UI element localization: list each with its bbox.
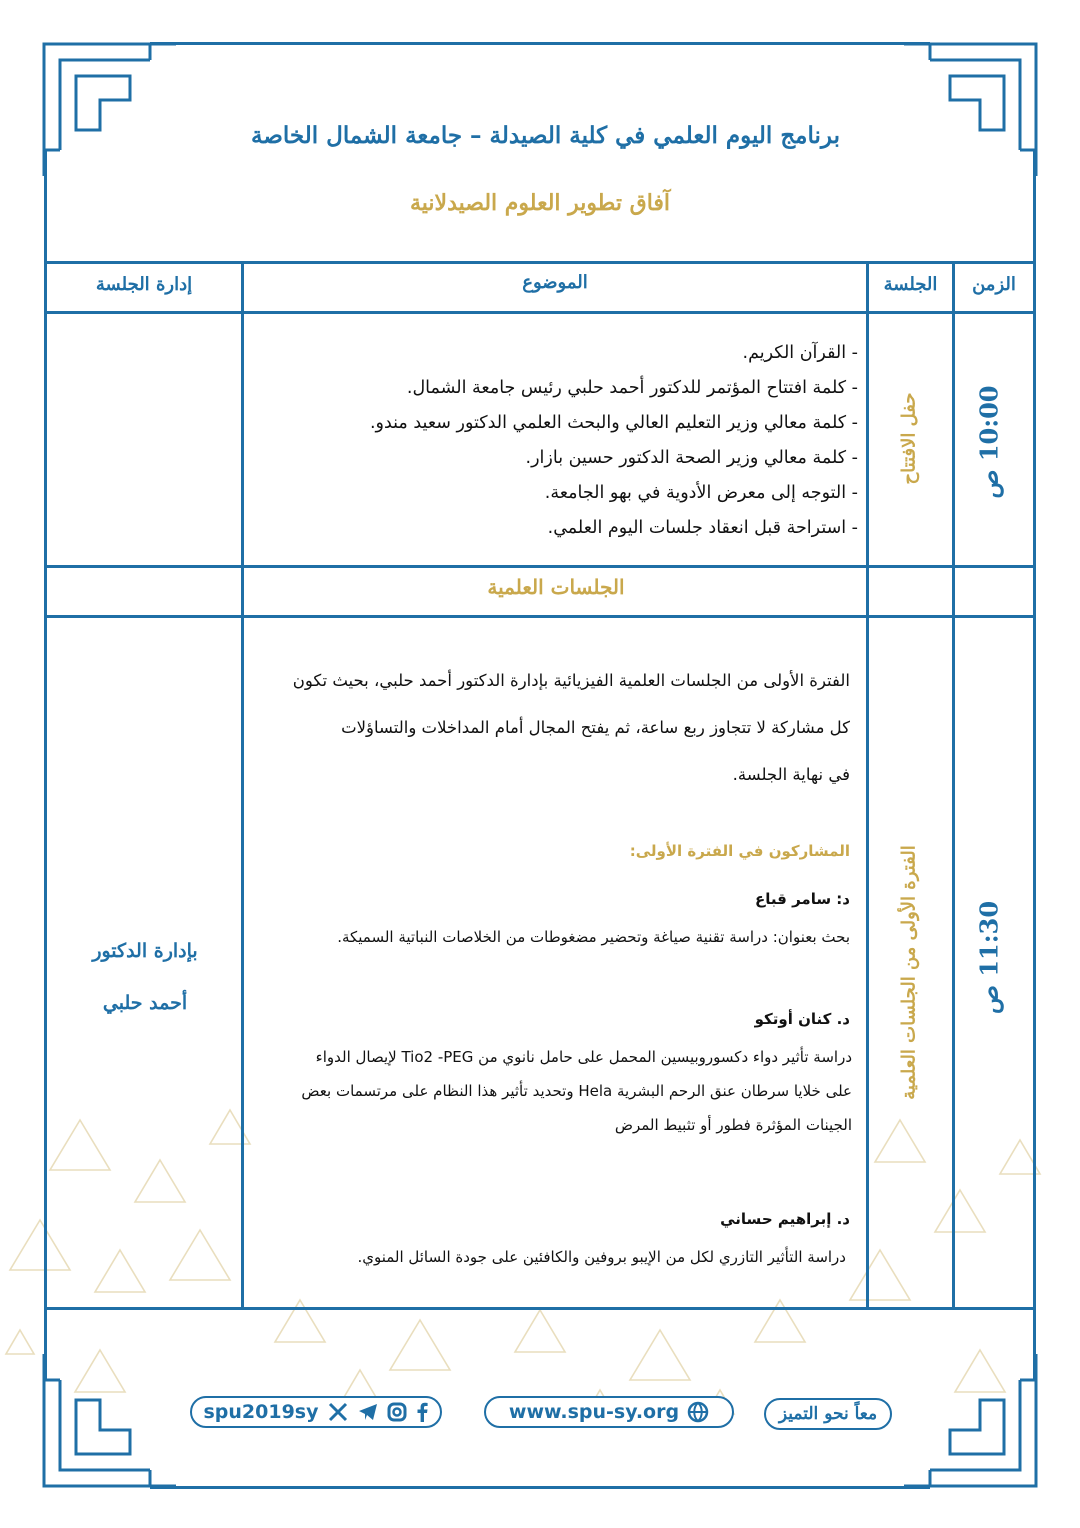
opening-item: - كلمة معالي وزير التعليم العالي والبحث العلمي الدكتور سعيد مندو. bbox=[369, 413, 858, 433]
participant-name: د. إبراهيم حساني bbox=[720, 1210, 850, 1228]
table-line bbox=[44, 565, 1036, 568]
table-line bbox=[866, 261, 869, 1310]
participant-name: د. كنان أوتكو bbox=[754, 1010, 850, 1028]
frame-left bbox=[44, 150, 47, 1380]
website-link[interactable]: www.spu-sy.org bbox=[508, 1401, 680, 1423]
social-pill[interactable] bbox=[190, 1396, 442, 1428]
telegram-icon[interactable] bbox=[357, 1402, 379, 1422]
facebook-icon[interactable] bbox=[415, 1402, 429, 1422]
research-line: دراسة التأثير التازري لكل من الإيبو بروفين والكافئين على جودة السائل المنوي. bbox=[357, 1248, 846, 1266]
participants-label: المشاركون في الفترة الأولى: bbox=[629, 842, 850, 860]
corner-ornament-bottom-left bbox=[40, 1350, 180, 1490]
session-management-title: بإدارة الدكتور bbox=[92, 940, 198, 962]
opening-session: حفل الافتتاح bbox=[898, 392, 920, 485]
first-period-session: الفترة الأولى من الجلسات العلمية bbox=[898, 845, 920, 1100]
intro-line: كل مشاركة لا تتجاوز ربع ساعة، ثم يفتح المجال أمام المداخلات والتساؤلات bbox=[341, 718, 850, 737]
table-line bbox=[44, 1307, 1036, 1310]
header-time: الزمن bbox=[972, 274, 1016, 295]
participant-research bbox=[250, 920, 850, 954]
table-line bbox=[952, 261, 955, 1310]
opening-item: - استراحة قبل انعقاد جلسات اليوم العلمي. bbox=[547, 518, 858, 538]
session-management-name: أحمد حلبي bbox=[102, 992, 188, 1014]
globe-icon bbox=[687, 1401, 709, 1423]
instagram-icon[interactable] bbox=[387, 1402, 407, 1422]
header-topic: الموضوع bbox=[522, 272, 588, 293]
corner-ornament-top-right bbox=[900, 40, 1040, 180]
page-subtitle: آفاق تطوير العلوم الصيدلانية bbox=[409, 190, 671, 216]
frame-bottom bbox=[150, 1486, 930, 1489]
intro-line: الفترة الأولى من الجلسات العلمية الفيزيائية بإدارة الدكتور أحمد حلبي، بحيث تكون bbox=[292, 671, 850, 690]
table-line bbox=[241, 261, 244, 1310]
opening-time: 10:00 ص bbox=[974, 385, 1004, 499]
slogan-text: معاً نحو التميز bbox=[778, 1404, 878, 1424]
social-handle: spu2019sy bbox=[203, 1401, 319, 1423]
first-period-time: 11:30 ص bbox=[974, 900, 1004, 1015]
participant-research bbox=[246, 1040, 852, 1142]
table-line bbox=[44, 261, 1036, 264]
frame-right bbox=[1033, 150, 1036, 1380]
participant-research bbox=[250, 1240, 846, 1274]
opening-item: - كلمة افتتاح المؤتمر للدكتور أحمد حلبي رئيس جامعة الشمال. bbox=[406, 378, 858, 398]
header-session: الجلسة bbox=[883, 274, 938, 295]
opening-items bbox=[250, 336, 858, 546]
research-line: دراسة تأثير دواء دكسوروبيسين المحمل على حامل نانوي من Tio2 -PEG لإيصال الدواء bbox=[315, 1048, 852, 1066]
intro-line: في نهاية الجلسة. bbox=[732, 765, 850, 784]
opening-item: - التوجه إلى معرض الأدوية في بهو الجامعة. bbox=[544, 483, 858, 503]
website-pill[interactable] bbox=[484, 1396, 734, 1428]
page-title: برنامج اليوم العلمي في كلية الصيدلة – جامعة الشمال الخاصة bbox=[251, 122, 840, 149]
research-line: الجينات المؤثرة فطور أو تثبيط المرض bbox=[614, 1116, 852, 1134]
first-period-intro bbox=[250, 657, 850, 798]
table-line bbox=[44, 615, 1036, 618]
participant-name: د: سامر قباع bbox=[755, 890, 850, 908]
corner-ornament-bottom-right bbox=[900, 1350, 1040, 1490]
research-line: على خلايا سرطان عنق الرحم البشرية Hela وتحديد تأثير هذا النظام على مرتسمات بعض bbox=[301, 1082, 852, 1100]
slogan-pill bbox=[764, 1398, 892, 1430]
table-line bbox=[44, 311, 1036, 314]
header-management: إدارة الجلسة bbox=[95, 274, 193, 295]
frame-top bbox=[150, 42, 930, 45]
research-line: بحث بعنوان: دراسة تقنية صياغة وتحضير مضغوطات من الخلاصات النباتية السميكة. bbox=[337, 928, 850, 946]
corner-ornament-top-left bbox=[40, 40, 180, 180]
sessions-heading: الجلسات العلمية bbox=[487, 575, 625, 599]
x-icon[interactable] bbox=[327, 1402, 349, 1422]
opening-item: - كلمة معالي وزير الصحة الدكتور حسين بازار. bbox=[525, 448, 858, 468]
opening-item: - القرآن الكريم. bbox=[742, 343, 858, 363]
